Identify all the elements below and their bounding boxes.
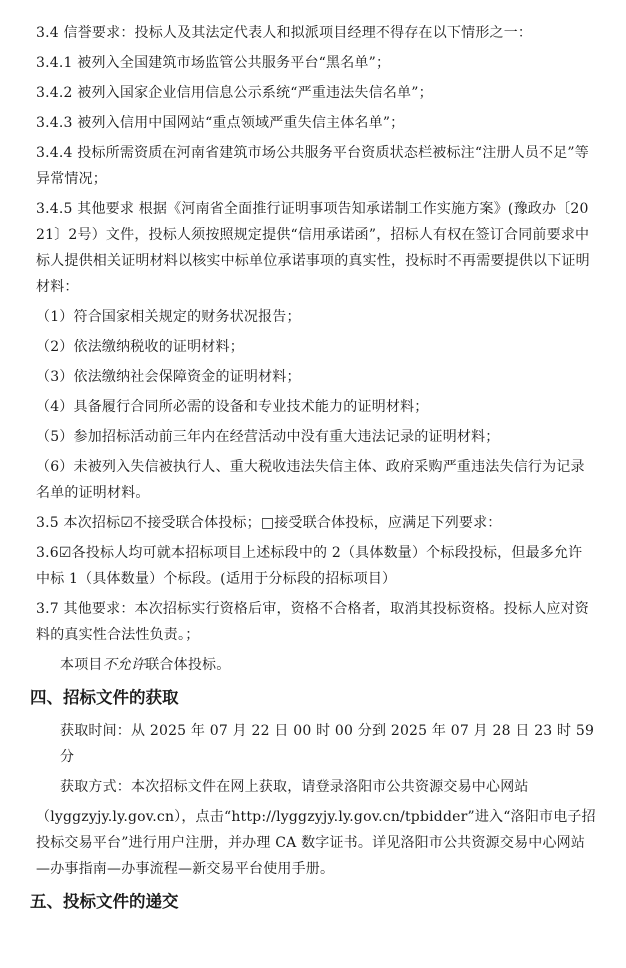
consortium-note [36,652,596,678]
consortium-note-post: 联合体投标。 [145,657,231,673]
clause-3-7: 3.7 其他要求：本次招标实行资格后审，资格不合格者，取消其投标资格。投标人应对资料的真实性合法性负责。； [36,601,589,643]
acquisition-method: 获取方式：本次招标文件在网上获取，请登录洛阳市公共资源交易中心网站 [60,779,529,795]
list-item-4: （4）具备履行合同所必需的设备和专业技术能力的证明材料； [36,399,429,415]
acquisition-time: 获取时间：从 2025 年 07 月 22 日 00 时 00 分到 2025 年 07 月 28 日 23 时 59 分 [60,723,595,765]
clause-3-5: 3.5 本次招标☑不接受联合体投标；□接受联合体投标，应满足下列要求： [36,515,502,531]
section-heading-4: 四、招标文件的获取 [30,688,179,707]
consortium-note-pre: 本项目 [60,657,103,673]
acquisition-method-detail: （lyggzyjy.ly.gov.cn），点击“http://lyggzyjy.ly.gov.cn/tpbidder”进入“洛阳市电子招投标交易平台”进行用户注册，并办理 CA 数字证书。详见洛阳市公共资源交易中心网站—办事指南—办事流程—新交易平台使用手册。 [36,809,596,877]
list-item-3: （3）依法缴纳社会保障资金的证明材料； [36,369,301,385]
clause-3-4-1: 3.4.1 被列入全国建筑市场监管公共服务平台“黑名单”； [36,55,391,71]
list-item-6: （6）未被列入失信被执行人、重大税收违法失信主体、政府采购严重违法失信行为记录名单的证明材料。 [36,459,585,501]
clause-3-6: 3.6☑各投标人均可就本招标项目上述标段中的 2（具体数量）个标段投标，但最多允许中标 1（具体数量）个标段。(适用于分标段的招标项目） [36,545,583,587]
clause-3-4-3: 3.4.3 被列入信用中国网站“重点领域严重失信主体名单”； [36,115,405,131]
list-item-5: （5）参加招标活动前三年内在经营活动中没有重大违法记录的证明材料； [36,429,500,445]
clause-3-4-2: 3.4.2 被列入国家企业信用信息公示系统“严重违法失信名单”； [36,85,433,101]
list-item-1: （1）符合国家相关规定的财务状况报告； [36,309,301,325]
clause-3-4-4: 3.4.4 投标所需资质在河南省建筑市场公共服务平台资质状态栏被标注“注册人员不足”等异常情况； [36,145,589,187]
consortium-note-emphasis: 不允许 [102,657,146,673]
clause-3-4: 3.4 信誉要求：投标人及其法定代表人和拟派项目经理不得存在以下情形之一： [36,25,533,41]
clause-3-4-5: 3.4.5 其他要求 根据《河南省全面推行证明事项告知承诺制工作实施方案》(豫政办〔2021〕2号）文件，投标人须按照规定提供“信用承诺函”，招标人有权在签订合同前要求中标人提供相关证明材料以核实中标单位承诺事项的真实性，投标时不再需要提供以下证明材料： [36,201,590,295]
section-heading-5: 五、投标文件的递交 [30,892,179,911]
list-item-2: （2）依法缴纳税收的证明材料； [36,339,244,355]
